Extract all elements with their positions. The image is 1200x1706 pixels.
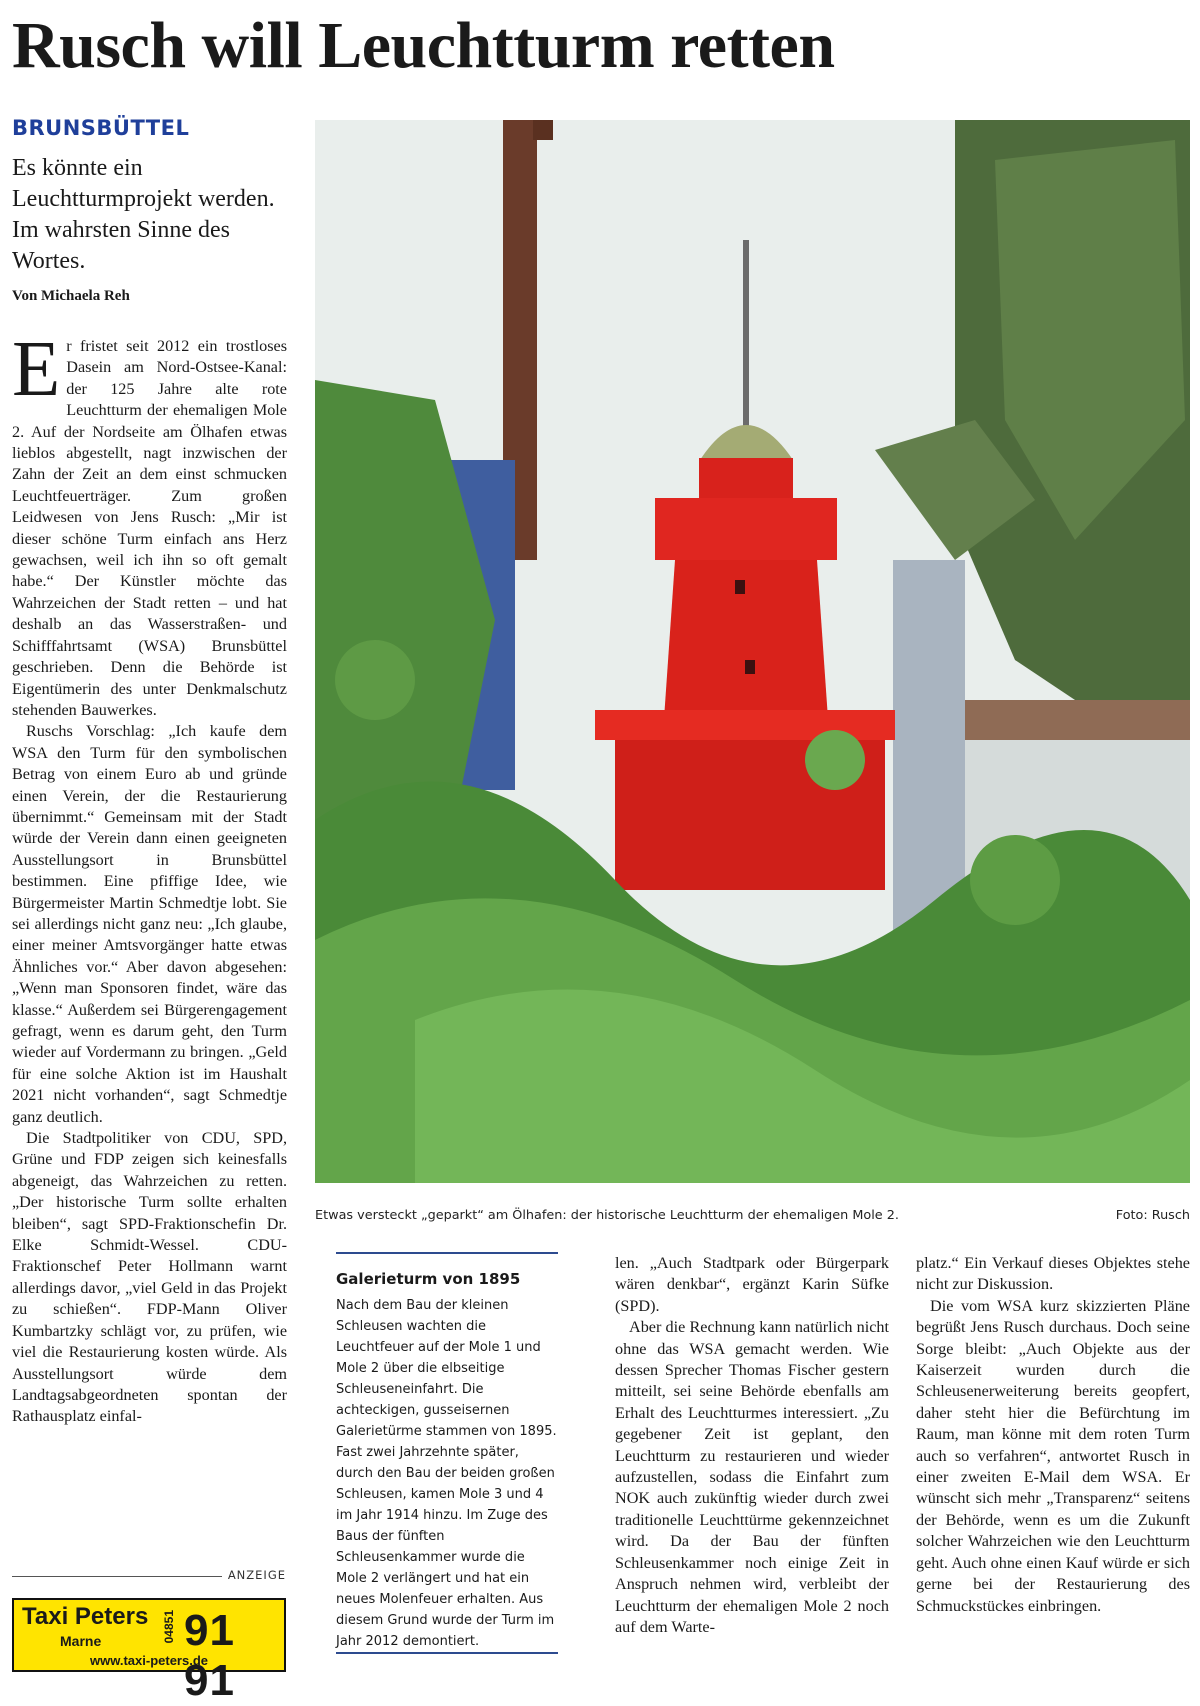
byline: Von Michaela Reh — [12, 288, 130, 304]
paragraph: len. „Auch Stadtpark oder Bürgerpark wären denkbar“, ergänzt Karin Süfke (SPD). — [615, 1254, 889, 1315]
paragraph: Ruschs Vorschlag: „Ich kaufe dem WSA den Turm für den symbolischen Betrag von einem Euro ab und gründe einen Verein, der die Restaurierung übernimmt.“ Gemeinsam mit der Stadt würde der Verein dann einen geeigneten Ausstellungsort in Brunsbüttel bestimmen. Eine pfiffige Idee, wie Bürgermeister Martin Schmedtje lobt. Sie sei allerdings nicht ganz neu: „Ich glaube, einer meiner Amtsvorgänger hatte etwas Ähnliches vor.“ Aber davon abgesehen: „Wenn man Sponsoren findet, wäre das klasse.“ Außerdem sei Bürgerengagement gefragt, wenn es darum geht, den Turm wieder auf Vordermann zu bringen. „Geld für eine solche Aktion ist im Haushalt 2021 nicht vorhanden“, sagt Schmedtje ganz deutlich. — [12, 722, 287, 1126]
ad-phone-number: 91 91 — [184, 1606, 235, 1705]
caption-text: Etwas versteckt „geparkt“ am Ölhafen: der historische Leuchtturm der ehemaligen Mole 2. — [315, 1208, 899, 1223]
photo-caption — [315, 1208, 1190, 1223]
ad-url[interactable]: www.taxi-peters.de — [90, 1653, 208, 1668]
paragraph: Die vom WSA kurz skizzierten Pläne begrüßt Jens Rusch durchaus. Doch seine Sorge bleibt: „Auch Objekte aus der Kaiserzeit wurden durch die Schleusenerweiterung bereits geopfert, daher steht hier die Befürchtung im Raum, man könne mit dem roten Turm auch so verfahren“, antwortet Rusch in einer zweiten E-Mail dem WSA. Er wünscht sich mehr „Transparenz“ seitens der Behörde, wenn es um die Zukunft solcher Wahrzeichen wie den Leuchtturm geht. Auch ohne einen Kauf würde er sich gerne bei der Restaurierung des Schmuckstückes einbringen. — [916, 1296, 1190, 1615]
info-box — [336, 1252, 558, 1654]
dropcap: E — [12, 326, 61, 413]
paragraph: platz.“ Ein Verkauf dieses Objektes stehe nicht zur Diskussion. — [916, 1254, 1190, 1294]
paragraph: Die Stadtpolitiker von CDU, SPD, Grüne und FDP zeigen sich keinesfalls abgeneigt, das Wahrzeichen zu retten. „Der historische Turm sollte erhalten bleiben“, sagt SPD-Fraktionschefin Dr. Elke Schmidt-Wessel. CDU-Fraktionschef Peter Hollmann warnt allerdings davor, „viel Geld in das Projekt zu schießen“. FDP-Mann Oliver Kumbartzky schlägt vor, zu prüfen, wie viel die Restaurierung kosten würde. Als Ausstellungsort würde dem Landtagsabgeordneten spontan der Rathausplatz einfal- — [12, 1129, 287, 1426]
ad-separator — [12, 1568, 286, 1582]
ad-label: ANZEIGE — [222, 1568, 286, 1582]
lighthouse-image — [315, 120, 1190, 1183]
ad-city: Marne — [60, 1633, 102, 1649]
lede: Es könnte ein Leuchtturmprojekt werden. Im wahrsten Sinne des Wortes. — [12, 155, 275, 274]
ad-area-code: 04851 — [162, 1610, 176, 1644]
info-box-text: Nach dem Bau der kleinen Schleusen wachten die Leuchtfeuer auf der Mole 1 und Mole 2 über die elbseitige Schleuseneinfahrt. Die achteckigen, gusseisernen Galerietürme stammen von 1895. Fast zwei Jahrzehnte später, durch den Bau der beiden großen Schleusen, kamen Mole 3 und 4 im Jahr 1914 hinzu. Im Zuge des Baus der fünften Schleusenkammer wurde die Mole 2 verlängert und hat ein neues Molenfeuer erhalten. Aus diesem Grund wurde der Turm im Jahr 2012 demontiert. — [336, 1298, 557, 1649]
article-column-1 — [12, 326, 287, 1566]
paragraph: Er fristet seit 2012 ein trostloses Dasein am Nord-Ostsee-Kanal: der 125 Jahre alte rote Leuchtturm der ehemaligen Mole 2. Auf der Nordseite am Ölhafen etwas lieblos abgestellt, nagt inzwischen der Zahn der Zeit an dem einst schmucken Leuchtfeuerträger. Zum großen Leidwesen von Jens Rusch: „Mir ist dieser schöne Turm einfach ans Herz gewachsen, weil ich ihn so oft gemalt habe.“ Der Künstler möchte das Wahrzeichen der Stadt retten – und hat deshalb an das Wasserstraßen- und Schifffahrtsamt (WSA) Brunsbüttel geschrieben. Denn die Behörde ist Eigentümerin des unter Denkmalschutz stehenden Bauwerkes. — [12, 326, 287, 719]
taxi-ad[interactable] — [12, 1598, 286, 1705]
article-column-4 — [916, 1253, 1190, 1678]
article-column-3 — [615, 1253, 889, 1678]
ad-company-name: Taxi Peters — [22, 1603, 149, 1630]
kicker-location: BRUNSBÜTTEL — [12, 116, 190, 140]
lighthouse-photo — [315, 120, 1190, 1183]
paragraph: Aber die Rechnung kann natürlich nicht ohne das WSA gemacht werden. Wie dessen Sprecher Thomas Fischer gestern mitteilt, sei seine Behörde ebenfalls am Erhalt des Leuchtturmes interessiert. „Zu gegebener Zeit ist geplant, den Leuchtturm zu restaurieren und wieder aufzustellen, sodass die Einfahrt zum NOK auch zukünftig wieder durch zwei traditionelle Leuchttürme gekennzeichnet wird. Da der Bau der fünften Schleusenkammer noch einige Zeit in Anspruch nehmen wird, verbleibt der Leuchtturm der ehemaligen Mole 2 noch auf dem Warte- — [615, 1318, 889, 1636]
photo-credit: Foto: Rusch — [1115, 1208, 1190, 1223]
info-box-title: Galerieturm von 1895 — [336, 1270, 521, 1288]
headline: Rusch will Leuchtturm retten — [12, 9, 835, 82]
